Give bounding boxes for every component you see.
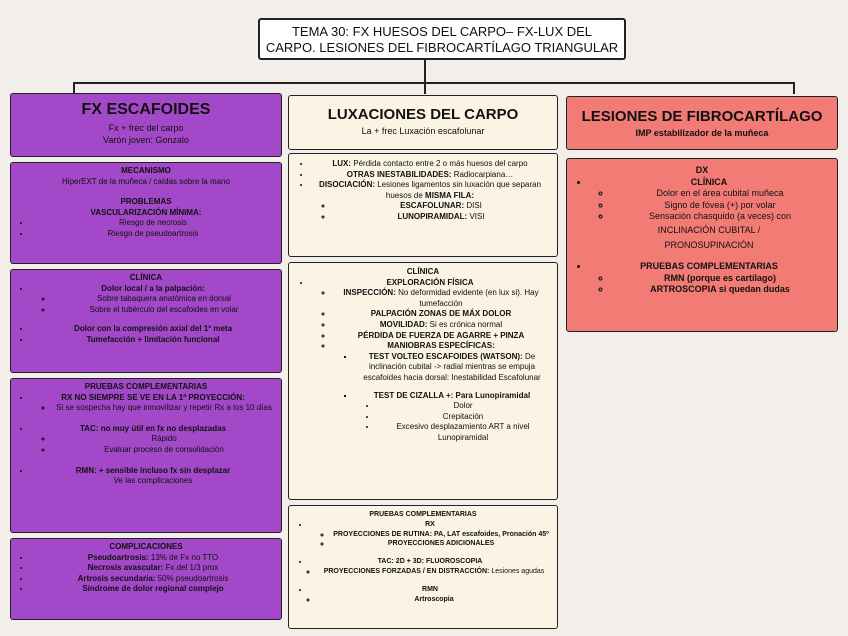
list-item: • Riesgo de necrosis [31,218,275,229]
problemas-title: PROBLEMAS [120,197,172,207]
luxaciones-header [288,95,558,150]
list-item: ◦ ARTROSCOPIA si quedan dudas [611,284,829,296]
rmn-text: RMN: + sensible incluso fx sin desplazar [75,465,231,475]
list-item: ◦ PÉRDIDA DE FUERZA DE AGARRE + PINZA [333,331,549,342]
list-item [333,341,549,443]
otras-term: OTRAS INESTABILIDADES: [346,169,452,179]
list-item [311,170,549,181]
luxaciones-title: LUXACIONES DEL CARPO [327,106,519,123]
comp-term: Artrosis secundaria: [77,573,156,583]
list-item [355,391,549,444]
comp-desc: 13% de Fx no TTO [148,552,219,562]
disoc-desc: Lesiones ligamentos sin luxación que separan huesos de [375,180,541,200]
list-item: ◦ PROYECCIONES ADICIONALES [331,539,551,549]
list-item: ◦ PALPACIÓN ZONAS DE MÁX DOLOR [333,309,549,320]
list-item: ◦ Si se sospecha hay que inmovilizar y repetir Rx a los 10 días [53,403,275,414]
forzadas-term: PROYECCIONES FORZADAS / EN DISTRACCIÓN: [323,567,490,575]
prono-text: PRONOSUPINACIÓN [664,239,754,250]
escafolunar-term: ESCAFOLUNAR: [400,201,465,211]
exploracion-text: EXPLORACIÓN FÍSICA [386,277,474,287]
list-item [333,201,549,212]
movilidad-term: MOVILIDAD: [379,319,428,329]
lux-clinica-title: CLÍNICA [406,267,440,276]
title-line-2: CARPO. LESIONES DEL FIBROCARTÍLAGO TRIANGULAR [265,40,619,55]
disoc-term: DISOCIACIÓN: [319,180,376,190]
list-item: ◦ Sobre tabaquera anatómica en dorsal [53,294,275,305]
movilidad-desc: Si es crónica normal [427,319,503,329]
list-item [311,180,549,222]
escafoides-header [10,93,282,157]
fibro-dx-box [566,158,838,332]
list-item [31,393,275,414]
fibro-sub: IMP estabilizador de la muñeca [635,128,769,138]
comp-term: Pseudoartrosis: [87,552,149,562]
comp-desc: Fx del 1/3 prox [163,563,219,573]
fibro-header [566,96,838,150]
list-item: ◦ Sobre el tubérculo del escafoides en volar [53,305,275,316]
watson-desc: De inclinación cubital -> radial mientras se empuja escafoides hacia dorsal: Inestabilidad Escafolunar [363,351,541,382]
watson-term: TEST VOLTEO ESCAFOIDES (WATSON): [368,351,523,361]
cizalla-text: TEST DE CIZALLA +: Para Lunopiramidal [373,390,531,400]
fibro-clinica-text: CLÍNICA [690,176,728,187]
rmn-sub: Ve las complicaciones [113,476,193,486]
fibro-pruebas-text: PRUEBAS COMPLEMENTARIAS [640,261,778,272]
list-item [589,261,829,296]
lux-term: LUX: [332,159,352,168]
luxaciones-clinica-box [288,262,558,500]
list-item [31,574,275,585]
connector-title [424,60,426,83]
page-title [258,18,626,60]
list-item [311,278,549,444]
pruebas-escafoides-box [10,378,282,533]
mecanismo-title: MECANISMO [121,166,171,175]
list-item [317,567,551,577]
list-item: • Dolor con la compresión axial del 1º meta [31,324,275,335]
otras-desc: Radiocarpiana… [451,169,514,179]
lux-rx-text: RX [425,520,435,528]
lunopiramidal-term: LUNOPIRAMIDAL: [397,211,468,221]
complicaciones-title: COMPLICACIONES [109,542,183,551]
connector-horizontal [73,82,794,84]
list-item [589,177,829,252]
comp-term: Necrosis avascular: [87,563,164,573]
list-item: ◦ Dolor en el área cubital muñeca [611,188,829,200]
rx-text: RX NO SIEMPRE SE VE EN LA 1ª PROYECCIÓN: [61,392,245,402]
clinica-escafoides-box [10,269,282,373]
list-item: ◦ PROYECCIONES DE RUTINA: PA, LAT escafoides, Pronación 45º [331,530,551,540]
list-item: ◦ Evaluar proceso de consolidación [53,445,275,456]
escafoides-sub1: Fx + frec del carpo [108,123,184,133]
connector-right [793,82,795,94]
list-item [31,553,275,564]
inclinacion-text: INCLINACIÓN CUBITAL / [657,224,761,235]
comp-desc: 50% pseudoartrosis [155,573,229,583]
list-item: • RMN [309,585,551,595]
list-item [31,466,275,487]
list-item [333,212,549,223]
luxaciones-sub: La + frec Luxación escafolunar [361,126,485,136]
list-item [333,288,549,309]
fibro-title: LESIONES DE FIBROCARTÍLAGO [581,108,823,125]
mecanismo-text: HiperEXT de la muñeca / caídas sobre la mano [62,176,230,186]
list-item [31,424,275,456]
disoc-bold: MISMA FILA: [425,190,475,200]
list-item [333,320,549,331]
list-item [309,520,551,549]
escafolunar-desc: DISI [464,201,482,211]
title-line-1: TEMA 30: FX HUESOS DEL CARPO– FX-LUX DEL [291,24,593,39]
list-item [31,584,275,595]
lux-pruebas-title: PRUEBAS COMPLEMENTARIAS [369,511,477,518]
lux-desc: Pérdida contacto entre 2 o más huesos del carpo [351,159,528,168]
list-item: ◦ Sensación chasquido (a veces) con [611,211,829,223]
escafoides-title: FX ESCAFOIDES [81,101,211,118]
list-item [311,159,549,170]
lunopiramidal-desc: VISI [467,211,485,221]
pruebas-title: PRUEBAS COMPLEMENTARIAS [84,382,208,391]
list-item: ◦ Signo de fóvea (+) por volar [611,200,829,212]
forzadas-desc: Lesiones agudas [489,567,545,575]
tac-text: TAC: no muy útil en fx no desplazadas [79,423,227,433]
list-item [355,352,549,384]
list-item: • TAC: 2D + 3D: FLUOROSCOPIA [309,557,551,567]
list-item: • Crepitación [377,412,549,423]
inspeccion-term: INSPECCIÓN: [343,288,396,298]
comp-term: Síndrome de dolor regional complejo [82,584,224,594]
list-item [31,563,275,574]
complicaciones-box [10,538,282,620]
list-item [31,284,275,316]
list-item: ◦ RMN (porque es cartílago) [611,273,829,285]
vascularizacion-title: VASCULARIZACIÓN MÍNIMA: [90,207,202,217]
mecanismo-box [10,162,282,264]
inspeccion-desc: No deformidad evidente (en lux si). Hay tumefacción [395,288,539,308]
list-item: • Tumefacción + limitación funcional [31,335,275,346]
list-item: ◦ Artroscopia [317,595,551,605]
luxaciones-pruebas-box [288,505,558,629]
dx-title: DX [695,165,709,175]
list-item: ◦ Rápido [53,434,275,445]
list-item: • Excesivo desplazamiento ART a nivel Lunopiramidal [377,422,549,443]
maniobras-text: MANIOBRAS ESPECÍFICAS: [387,341,495,351]
luxaciones-defs-box [288,153,558,257]
dolor-text: Dolor local / a la palpación: [101,283,205,293]
connector-mid [424,82,426,94]
clinica-title: CLÍNICA [129,273,163,282]
list-item: • Riesgo de pseudoartrosis [31,229,275,240]
escafoides-sub2: Varón joven: Gonzalo [103,134,189,145]
list-item: • Dolor [377,401,549,412]
